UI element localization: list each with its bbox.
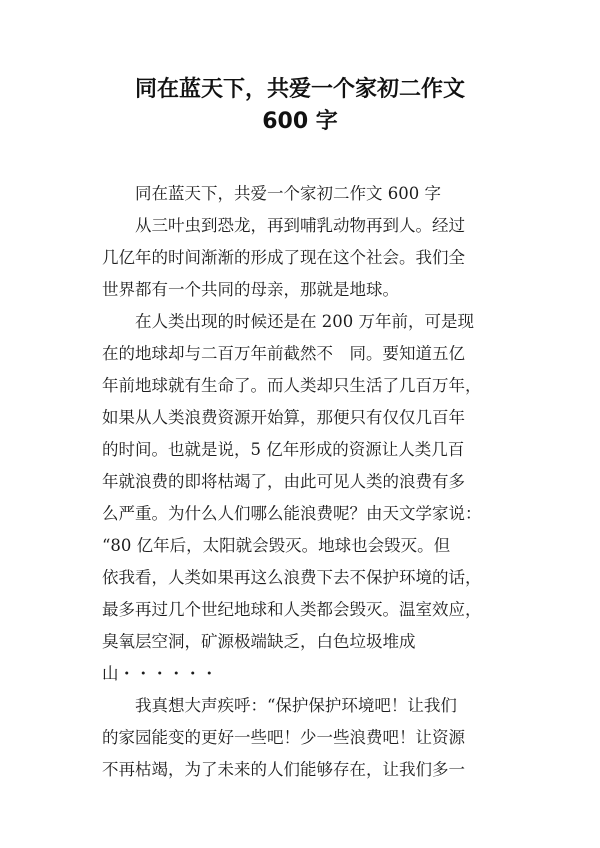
text-line: 年就浪费的即将枯竭了，由此可见人类的浪费有多 bbox=[102, 472, 465, 491]
text-line: 我真想大声疾呼：“保护保护环境吧！让我们 bbox=[135, 696, 457, 715]
text-line: 依我看，人类如果再这么浪费下去不保护环境的话， bbox=[102, 568, 482, 587]
essay-body bbox=[102, 178, 512, 786]
text-line: 山・・・・・・ bbox=[102, 664, 218, 683]
text-line: 几亿年的时间渐渐的形成了现在这个社会。我们全 bbox=[102, 248, 465, 267]
text-line: 世界都有一个共同的母亲，那就是地球。 bbox=[102, 280, 399, 299]
text-line: 臭氧层空洞，矿源极端缺乏，白色垃圾堆成 bbox=[102, 632, 416, 651]
text-line: “80 亿年后，太阳就会毁灭。地球也会毁灭。但 bbox=[102, 536, 451, 555]
document-title bbox=[0, 74, 600, 138]
text-line: 年前地球就有生命了。而人类却只生活了几百万年， bbox=[102, 376, 482, 395]
text-line: 么严重。为什么人们哪么能浪费呢？由天文学家说： bbox=[102, 504, 482, 523]
text-line: 的时间。也就是说，5 亿年形成的资源让人类几百 bbox=[102, 440, 465, 459]
title-line-1: 同在蓝天下，共爱一个家初二作文 bbox=[134, 77, 465, 102]
text-line: 如果从人类浪费资源开始算，那便只有仅仅几百年 bbox=[102, 408, 465, 427]
text-line: 在的地球却与二百万年前截然不 同。要知道五亿 bbox=[102, 344, 465, 363]
text-line: 从三叶虫到恐龙，再到哺乳动物再到人。经过 bbox=[135, 216, 465, 235]
text-line: 的家园能变的更好一些吧！少一些浪费吧！让资源 bbox=[102, 728, 465, 747]
text-line: 最多再过几个世纪地球和人类都会毁灭。温室效应， bbox=[102, 600, 482, 619]
text-line: 不再枯竭，为了未来的人们能够存在，让我们多一 bbox=[102, 760, 465, 779]
text-line: 在人类出现的时候还是在 200 万年前，可是现 bbox=[135, 312, 474, 331]
subtitle-line: 同在蓝天下，共爱一个家初二作文 600 字 bbox=[135, 184, 441, 203]
title-line-2: 600 字 bbox=[262, 109, 338, 134]
